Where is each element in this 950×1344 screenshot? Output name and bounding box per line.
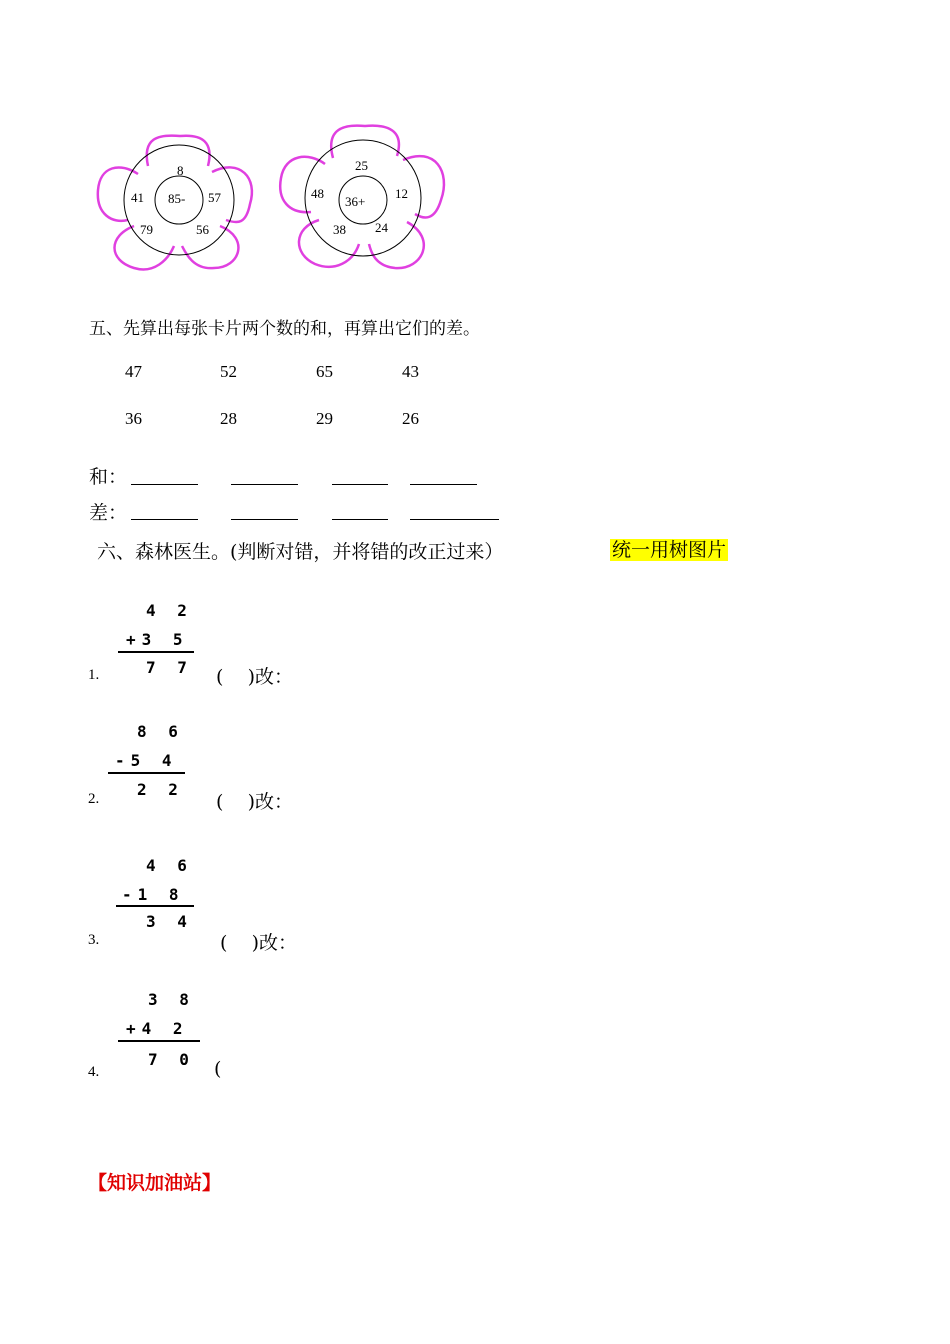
problem-1-number: 1. — [88, 667, 100, 683]
problem-4-result: 7 0 — [148, 1050, 195, 1069]
flower-petal: 38 — [333, 222, 346, 237]
flower-center: 85- — [168, 191, 186, 206]
problem-2-answer[interactable]: ( )改： — [216, 791, 293, 813]
card-1-bottom: 36 — [125, 409, 142, 428]
flower-diagram-1 — [90, 128, 260, 278]
problem-3-result: 3 4 — [146, 912, 193, 931]
problem-1-answer[interactable]: ( )改： — [216, 666, 293, 688]
q6-note: 统一用树图片 — [612, 539, 727, 561]
card-4-bottom: 26 — [402, 409, 419, 428]
problem-2-line — [108, 772, 185, 774]
card-3-top: 65 — [316, 362, 333, 381]
flower-petal: 24 — [375, 220, 388, 235]
sum-label: 和： — [89, 466, 128, 488]
card-4-top: 43 — [402, 362, 419, 381]
problem-3-answer[interactable]: ( )改： — [220, 932, 297, 954]
problem-2-minuend: 8 6 — [137, 722, 184, 741]
card-2-top: 52 — [220, 362, 237, 381]
diff-blank-4[interactable] — [410, 519, 499, 520]
sum-blank-3[interactable] — [332, 484, 388, 485]
sum-blank-1[interactable] — [131, 484, 198, 485]
card-2-bottom: 28 — [220, 409, 237, 428]
problem-4-answer[interactable]: ( — [214, 1058, 222, 1080]
problem-1-result: 7 7 — [146, 658, 193, 677]
problem-1-operand: +3 5 — [126, 630, 189, 649]
sum-blank-2[interactable] — [231, 484, 298, 485]
card-3-bottom: 29 — [316, 409, 333, 428]
flower-diagram-2 — [275, 122, 450, 277]
diff-blank-3[interactable] — [332, 519, 388, 520]
q6-title: 六、森林医生。(判断对错，并将错的改正过来） — [97, 541, 504, 563]
problem-4-addend: 3 8 — [148, 990, 195, 1009]
problem-2-number: 2. — [88, 791, 100, 807]
card-1-top: 47 — [125, 362, 142, 381]
flower-petal: 57 — [208, 190, 221, 205]
section-title: 【知识加油站】 — [88, 1172, 222, 1194]
diff-blank-2[interactable] — [231, 519, 298, 520]
flower-petal: 12 — [395, 186, 408, 201]
q5-title: 五、先算出每张卡片两个数的和，再算出它们的差。 — [89, 319, 480, 339]
problem-4-number: 4. — [88, 1064, 100, 1080]
problem-1-line — [118, 651, 194, 653]
flower-petal: 79 — [140, 222, 153, 237]
sum-blank-4[interactable] — [410, 484, 477, 485]
problem-3-line — [116, 905, 194, 907]
flower-petal: 48 — [311, 186, 324, 201]
problem-2-result: 2 2 — [137, 780, 184, 799]
flower-petal: 25 — [355, 158, 368, 173]
problem-4-line — [118, 1040, 200, 1042]
problem-1-addend: 4 2 — [146, 601, 193, 620]
diff-label: 差： — [89, 502, 128, 524]
problem-4-operand: +4 2 — [126, 1019, 189, 1038]
diff-blank-1[interactable] — [131, 519, 198, 520]
flower-petal: 56 — [196, 222, 209, 237]
flower-petal: 41 — [131, 190, 144, 205]
problem-3-number: 3. — [88, 932, 100, 948]
flower-petal: 8 — [177, 163, 184, 178]
problem-3-operand: -1 8 — [122, 885, 185, 904]
flower-center: 36+ — [345, 194, 366, 209]
problem-2-operand: -5 4 — [115, 751, 178, 770]
problem-3-minuend: 4 6 — [146, 856, 193, 875]
